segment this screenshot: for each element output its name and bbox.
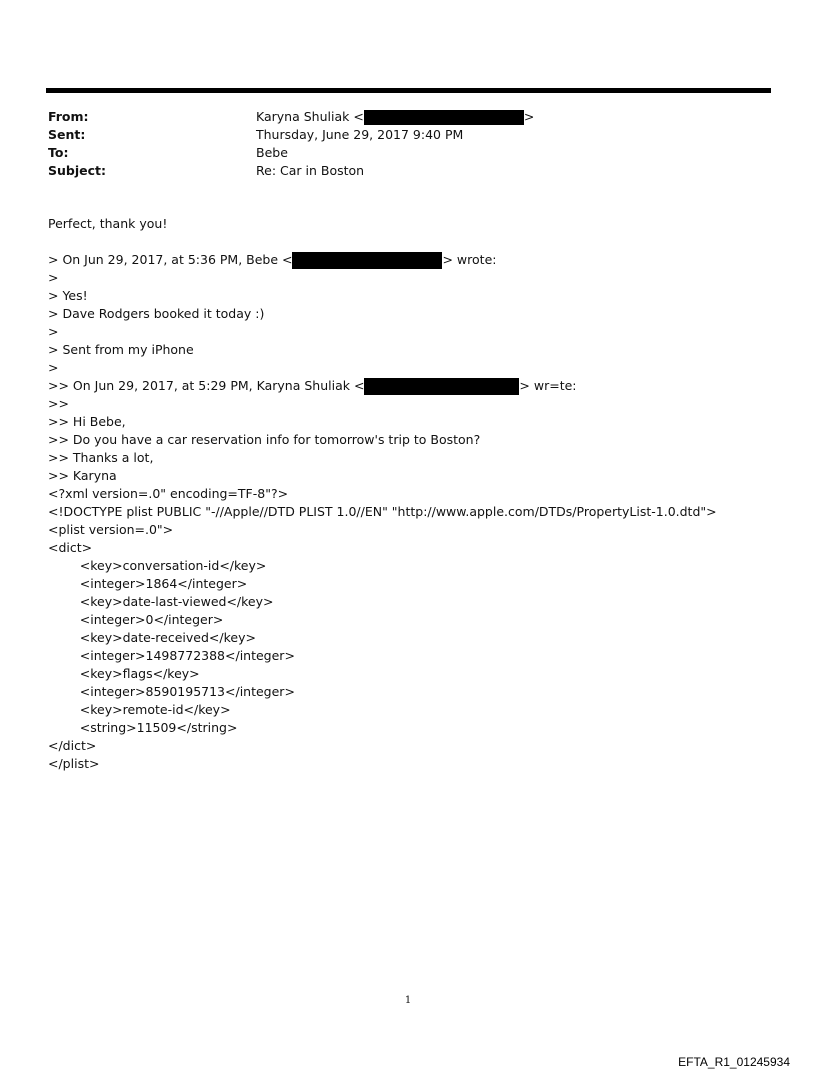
sent-value: Thursday, June 29, 2017 9:40 PM bbox=[256, 127, 464, 142]
body-line: <integer>8590195713</integer> bbox=[48, 684, 295, 699]
body-line: <integer>1864</integer> bbox=[48, 576, 248, 591]
from-row bbox=[48, 108, 748, 126]
body-line: <plist version=.0"> bbox=[48, 522, 174, 537]
subject-value: Re: Car in Boston bbox=[256, 163, 365, 178]
quote1-start: > On Jun 29, 2017, at 5:36 PM, Bebe < bbox=[48, 252, 293, 267]
body-line: </dict> bbox=[48, 738, 97, 753]
quote2-start: >> On Jun 29, 2017, at 5:29 PM, Karyna Shuliak < bbox=[48, 378, 365, 393]
quote2-end: > wr=te: bbox=[519, 378, 577, 393]
body-line: <key>remote-id</key> bbox=[48, 702, 231, 717]
to-value: Bebe bbox=[256, 145, 288, 160]
body-line: <key>date-received</key> bbox=[48, 630, 256, 645]
body-line: >> bbox=[48, 396, 69, 411]
email-header bbox=[48, 108, 748, 180]
from-value bbox=[256, 108, 534, 126]
body-line: > bbox=[48, 270, 59, 285]
subject-label: Subject: bbox=[48, 163, 106, 178]
body-line: <key>conversation-id</key> bbox=[48, 558, 267, 573]
body-line: </plist> bbox=[48, 756, 100, 771]
body-line: <integer>1498772388</integer> bbox=[48, 648, 295, 663]
from-name: Karyna Shuliak < bbox=[256, 109, 364, 124]
body-line: <integer>0</integer> bbox=[48, 612, 224, 627]
quote1-end: > wrote: bbox=[442, 252, 497, 267]
greeting: Perfect, thank you! bbox=[48, 216, 168, 231]
body-line: >> Do you have a car reservation info for tomorrow's trip to Boston? bbox=[48, 432, 481, 447]
quote-header-bebe bbox=[48, 251, 788, 269]
body-line: > Yes! bbox=[48, 288, 88, 303]
body-line: > Dave Rodgers booked it today :) bbox=[48, 306, 265, 321]
body-line: <string>11509</string> bbox=[48, 720, 238, 735]
quoted-lines-b bbox=[48, 395, 788, 773]
quoted-lines-a bbox=[48, 269, 788, 377]
body-line: >> Karyna bbox=[48, 468, 117, 483]
to-row bbox=[48, 144, 748, 162]
redacted-email bbox=[292, 252, 442, 269]
from-label: From: bbox=[48, 109, 89, 124]
body-line: <!DOCTYPE plist PUBLIC "-//Apple//DTD PLIST 1.0//EN" "http://www.apple.com/DTDs/PropertyList-1.0.dtd"> bbox=[48, 504, 717, 519]
sent-row bbox=[48, 126, 748, 144]
body-line: > Sent from my iPhone bbox=[48, 342, 194, 357]
body-line: <?xml version=.0" encoding=TF-8"?> bbox=[48, 486, 289, 501]
page-number: 1 bbox=[404, 995, 412, 1006]
spacer bbox=[48, 233, 788, 251]
redacted-email bbox=[364, 378, 519, 395]
quote-header-karyna bbox=[48, 377, 788, 395]
redacted-email bbox=[364, 110, 524, 125]
header-divider bbox=[46, 88, 771, 93]
sent-label: Sent: bbox=[48, 127, 86, 142]
to-label: To: bbox=[48, 145, 69, 160]
body-line: >> Thanks a lot, bbox=[48, 450, 154, 465]
document-id: EFTA_R1_01245934 bbox=[678, 1055, 790, 1069]
body-line: <dict> bbox=[48, 540, 93, 555]
body-line: > bbox=[48, 324, 59, 339]
email-body bbox=[48, 215, 788, 773]
body-line: >> Hi Bebe, bbox=[48, 414, 126, 429]
subject-row bbox=[48, 162, 748, 180]
body-line: > bbox=[48, 360, 59, 375]
from-end: > bbox=[523, 109, 535, 124]
body-line: <key>date-last-viewed</key> bbox=[48, 594, 274, 609]
body-line: <key>flags</key> bbox=[48, 666, 200, 681]
